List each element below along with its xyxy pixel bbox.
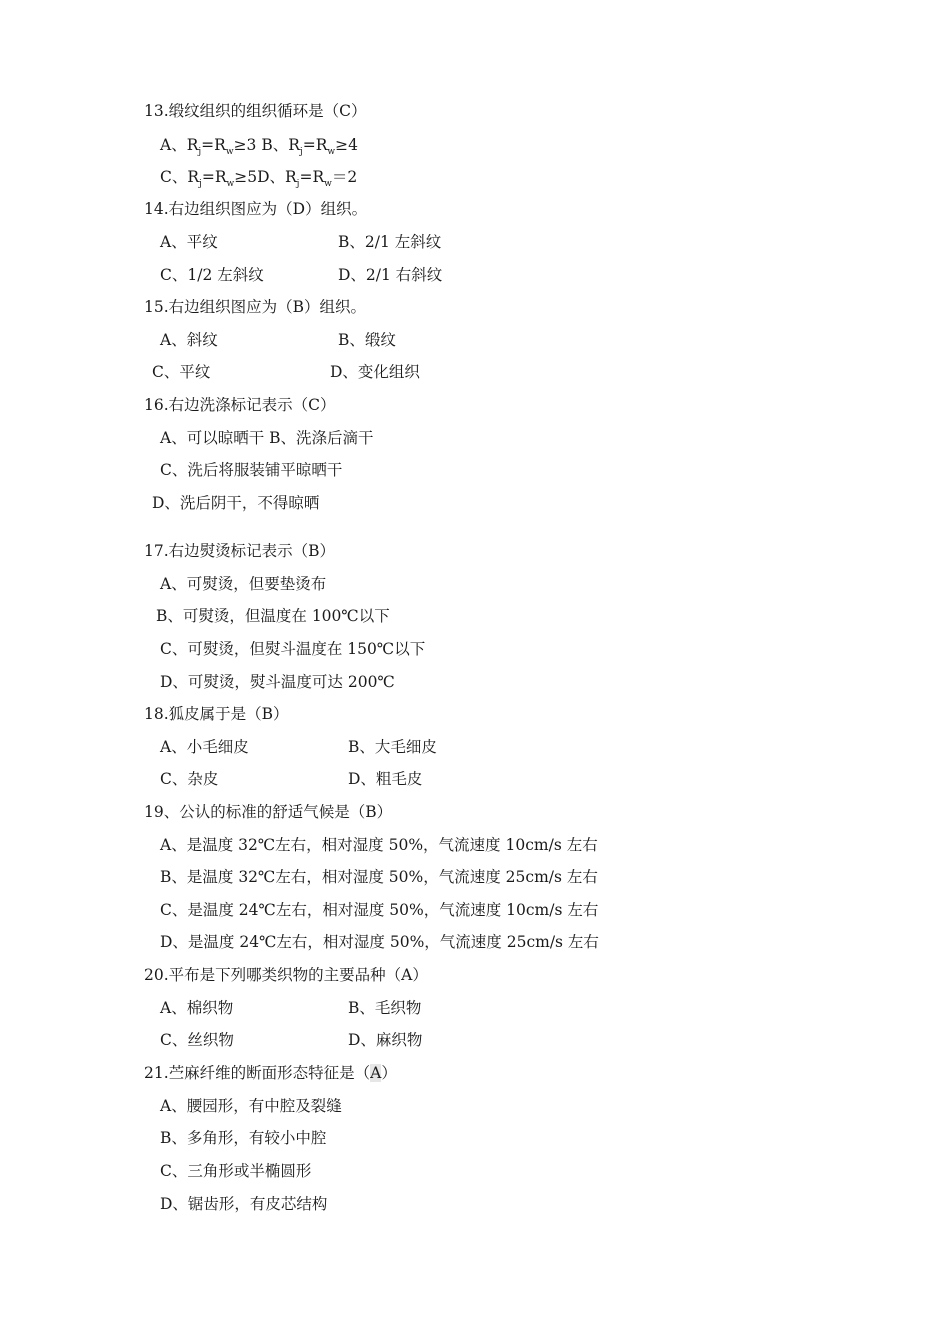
- q13-options-cd: C、$R_j=R_w\ge 5D$、$R_j=R_w=2$: [160, 168, 358, 189]
- q14-option-c: C、1/2 左斜纹: [160, 266, 264, 284]
- q21-option-a: A、腰园形，有中腔及裂缝: [160, 1097, 342, 1115]
- q19-option-d: D、是温度 24℃左右，相对湿度 50%，气流速度 25cm/s 左右: [160, 933, 599, 951]
- question-19: 19、公认的标准的舒适气候是（B）: [144, 803, 393, 821]
- q16-option-d: D、洗后阴干，不得晾晒: [152, 494, 320, 512]
- q16-option-ab: A、可以晾晒干 B、洗涤后滴干: [160, 429, 374, 447]
- q20-option-c: C、丝织物: [160, 1031, 234, 1049]
- question-14: 14.右边组织图应为（D）组织。: [144, 200, 368, 218]
- q17-option-c: C、可熨烫，但熨斗温度在 150℃以下: [160, 640, 426, 658]
- q20-option-d: D、麻织物: [348, 1031, 423, 1049]
- q21-option-d: D、锯齿形，有皮芯结构: [160, 1195, 328, 1213]
- question-15: 15.右边组织图应为（B）组织。: [144, 298, 367, 316]
- q16-option-c: C、洗后将服装铺平晾晒干: [160, 461, 343, 479]
- question-13: 13.缎纹组织的组织循环是（C）: [144, 102, 367, 120]
- question-20: 20.平布是下列哪类织物的主要品种（A）: [144, 966, 428, 984]
- q18-option-b: B、大毛细皮: [348, 738, 437, 756]
- q21-option-b: B、多角形，有较小中腔: [160, 1129, 327, 1147]
- q17-option-a: A、可熨烫，但要垫烫布: [160, 575, 327, 593]
- q19-option-c: C、是温度 24℃左右，相对湿度 50%，气流速度 10cm/s 左右: [160, 901, 599, 919]
- q21-option-c: C、三角形或半椭圆形: [160, 1162, 312, 1180]
- q18-option-d: D、粗毛皮: [348, 770, 423, 788]
- q18-option-c: C、杂皮: [160, 770, 219, 788]
- q14-option-a: A、平纹: [160, 233, 218, 251]
- q15-option-c: C、平纹: [152, 363, 211, 381]
- q14-option-b: B、2/1 左斜纹: [338, 233, 442, 251]
- q17-option-b: B、可熨烫，但温度在 100℃以下: [156, 607, 390, 625]
- q13-options-ab: A、$R_j=R_w\ge 3$ B、$R_j=R_w\ge 4$: [160, 136, 358, 157]
- q20-option-b: B、毛织物: [348, 999, 422, 1017]
- q19-option-b: B、是温度 32℃左右，相对湿度 50%，气流速度 25cm/s 左右: [160, 868, 598, 886]
- question-18: 18.狐皮属于是（B）: [144, 705, 289, 723]
- q18-option-a: A、小毛细皮: [160, 738, 249, 756]
- q15-option-a: A、斜纹: [160, 331, 218, 349]
- q21-answer-highlight: A: [370, 1064, 382, 1082]
- question-21: 21.苎麻纤维的断面形态特征是（A）: [144, 1064, 397, 1082]
- q15-option-d: D、变化组织: [330, 363, 420, 381]
- question-16: 16.右边洗涤标记表示（C）: [144, 396, 336, 414]
- q14-option-d: D、2/1 右斜纹: [338, 266, 443, 284]
- q17-option-d: D、可熨烫，熨斗温度可达 200℃: [160, 673, 395, 691]
- q19-option-a: A、是温度 32℃左右，相对湿度 50%，气流速度 10cm/s 左右: [160, 836, 598, 854]
- q20-option-a: A、棉织物: [160, 999, 234, 1017]
- question-17: 17.右边熨烫标记表示（B）: [144, 542, 336, 560]
- q15-option-b: B、缎纹: [338, 331, 396, 349]
